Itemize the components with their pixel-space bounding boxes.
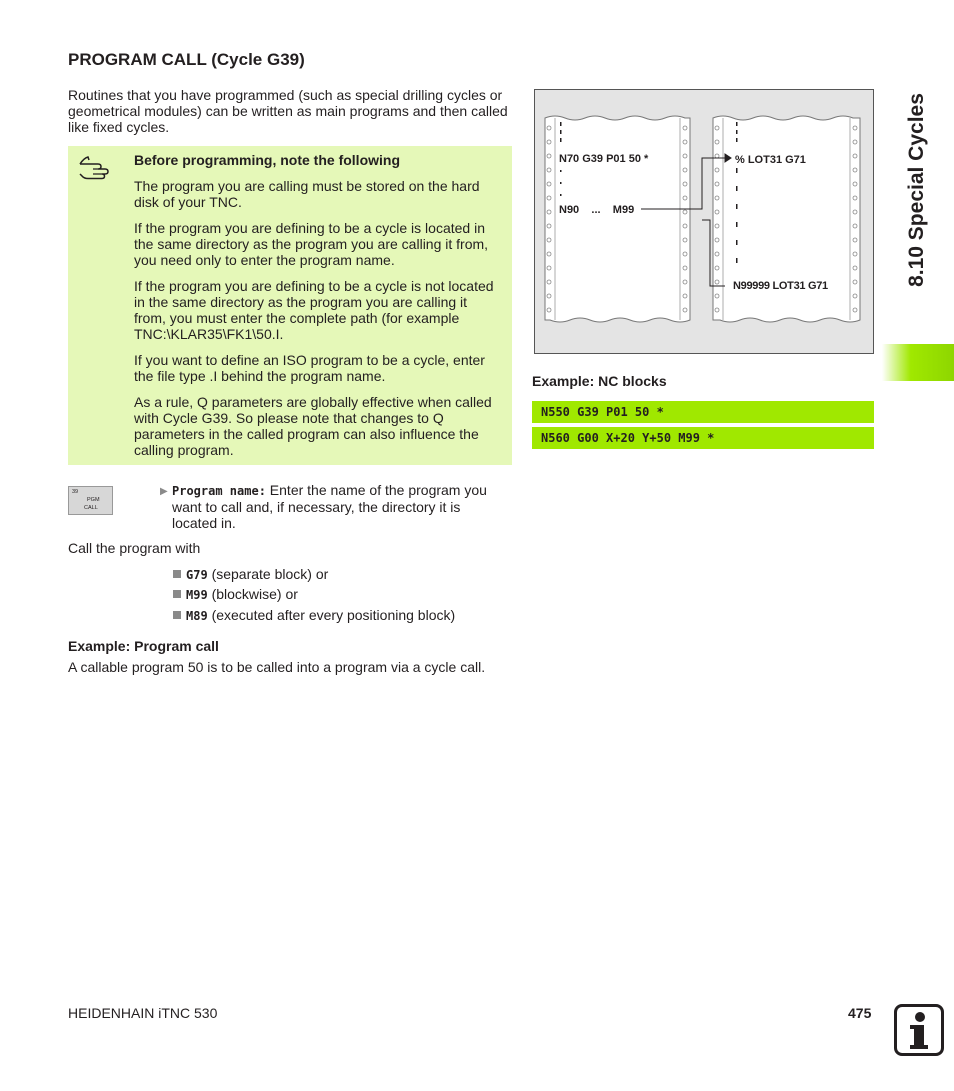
program-call-diagram (534, 89, 874, 354)
note-paragraph: If the program you are defining to be a cycle is located in the same directory as the program you are calling it from, you need only to enter the program name. (134, 220, 489, 268)
square-bullet-icon (173, 590, 181, 598)
nc-block-line: N560 G00 X+20 Y+50 M99 * (532, 427, 874, 449)
page-title: PROGRAM CALL (Cycle G39) (68, 50, 305, 69)
example-call-text: A callable program 50 is to be called into a program via a cycle call. (68, 659, 486, 675)
example-call-heading: Example: Program call (68, 638, 219, 654)
list-item (173, 586, 298, 603)
note-paragraph: The program you are calling must be stored on the hard disk of your TNC. (134, 178, 480, 210)
call-option-text: (executed after every positioning block) (207, 607, 456, 623)
diagram-label-m99: N90 ... M99 (559, 204, 635, 216)
section-tab-label: 8.10 Special Cycles (905, 93, 928, 287)
info-icon (894, 1004, 944, 1056)
list-item (173, 566, 328, 583)
pgm-call-softkey-icon (68, 486, 113, 515)
call-with-text: Call the program with (68, 540, 201, 556)
pointing-hand-icon (78, 154, 112, 182)
note-paragraph: If the program you are defining to be a cycle is not located in the same directory as the program you are calling it from, you must enter the complete path (for example TNC:\KLAR35\FK1\50.I. (134, 278, 494, 342)
note-box (68, 146, 512, 465)
call-option-code: M99 (186, 588, 208, 602)
call-option-text: (separate block) or (207, 566, 329, 582)
footer-product-name: HEIDENHAIN iTNC 530 (68, 1005, 218, 1021)
note-heading: Before programming, note the following (134, 152, 400, 168)
chapter-marker-tab (882, 344, 954, 381)
program-name-text: Enter the name of the program you want to call and, if necessary, the directory it is located in. (172, 482, 487, 531)
note-paragraph: As a rule, Q parameters are globally effective when called with Cycle G39. So please note that changes to Q parameters in the called program can also influence the calling program. (134, 394, 492, 458)
left-paper-sheet (545, 116, 690, 322)
softkey-line: CALL (84, 505, 98, 511)
softkey-line: 39 (72, 489, 79, 495)
page-number: 475 (848, 1005, 872, 1021)
section-tab (882, 40, 954, 340)
square-bullet-icon (173, 611, 181, 619)
note-paragraph: If you want to define an ISO program to be a cycle, enter the file type .I behind the program name. (134, 352, 485, 384)
softkey-line: PGM (87, 497, 100, 503)
nc-block-line: N550 G39 P01 50 * (532, 401, 874, 423)
intro-paragraph: Routines that you have programmed (such as special drilling cycles or geometrical modules) can be written as main programs and then called like fixed cycles. (68, 87, 508, 135)
program-name-description (172, 482, 508, 531)
call-option-text: (blockwise) or (207, 586, 298, 602)
diagram-label-program-begin: % LOT31 G71 (735, 154, 806, 166)
diagram-label-program-end: N99999 LOT31 G71 (733, 280, 828, 292)
program-name-label: Program name: (172, 484, 266, 498)
call-option-code: M89 (186, 609, 208, 623)
square-bullet-icon (173, 570, 181, 578)
list-item (173, 607, 455, 624)
example-nc-heading: Example: NC blocks (532, 373, 667, 389)
call-option-code: G79 (186, 568, 208, 582)
triangle-bullet-icon: ▶ (160, 486, 168, 497)
diagram-label-cycle-call: N70 G39 P01 50 * (559, 153, 649, 165)
